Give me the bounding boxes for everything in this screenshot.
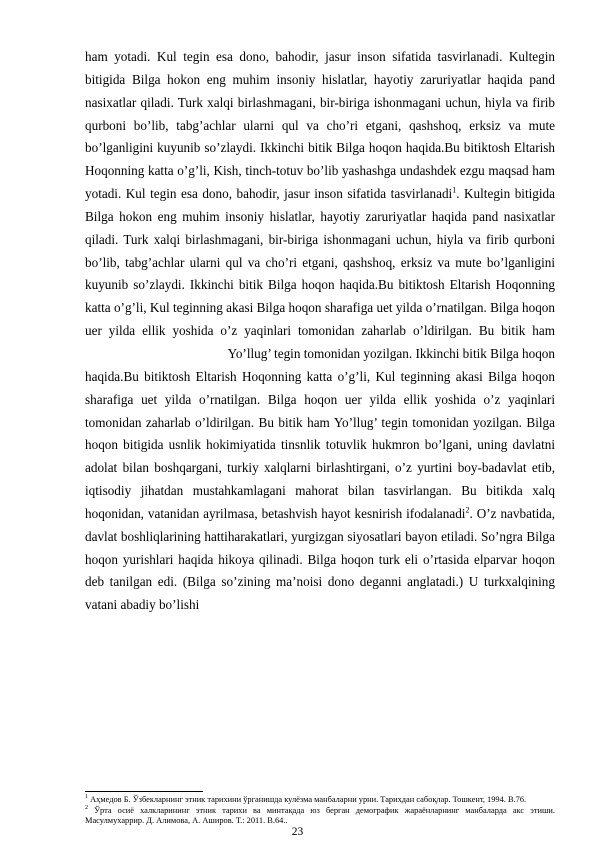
paragraph	[85, 46, 555, 366]
paragraph-text: haqida.Bu bitiktosh Eltarish Hoqonning katta o’g’li, Kul teginning akasi Bilga hoqon sharafiga uet yilda o’rnatilgan. Bilga hoqon uer yilda ellik yoshida o’z yaqinlari tomonidan zaharlab o’ldirilgan. Bu bitik ham Yo’llug’ tegin tomonidan yozilgan. Bilga hoqon bitigida usnlik hokimiyatida tinsnlik totuvlik hukmron bo’lgani, uning davlatni adolat bilan boshqargani, turkiy xalqlarni birlashtirgani, o’z yurtini boy-badavlat etib, iqtisodiy jihatdan mustahkamlagani mahorat bilan tasvirlangan. Bu bitikda xalq hoqonidan, vatanidan ayrilmasa, betashvish hayot kesnirish ifodalanadi	[85, 368, 555, 521]
paragraph-text: Ikkinchi bitik Bilga hoqon	[415, 345, 555, 361]
footnote-mark: 1	[85, 794, 88, 801]
footnote-ref: 2	[465, 505, 470, 515]
page-number: 23	[291, 826, 304, 838]
footnote-ref: 1	[452, 185, 457, 195]
footnotes	[85, 795, 555, 827]
footnote-text: Ўрта осиё халкларининг этник тарихи ва минтақада юз берган демографик жараёнларнинг манбаларда акс этиши. Масулмухаррир. Д. Алимова, А. Аширов. Т.: 2011. В.64..	[85, 805, 555, 826]
paragraph-text: . Kultegin bitigida Bilga hokon eng muhim insoniy hislatlar, hayotiy zaruriyatlar haqida pand nasixatlar qiladi. Turk xalqi birlashmagani, bir-biriga ishonmagani uchun, hiyla va firib qurboni bo’lib, tabg’achlar ularni qul va cho’ri etgani, qashshoq, erksiz va mute bo’lganligini kuyunib so’zlaydi. Ikkinchi bitik Bilga hoqon haqida.Bu bitiktosh Eltarish Hoqonning katta o’g’li, Kul teginning akasi Bilga hoqon sharafiga uet yilda o’rnatilgan. Bilga hoqon uer yilda ellik yoshida o’z yaqinlari tomonidan zaharlab o’ldirilgan. Bu bitik ham Yo’llug’ tegin tomonidan yozilgan.	[85, 186, 555, 361]
paragraph-text: . O’z navbatida, davlat boshliqlarining hattiharakatlari, yurgizgan siyosatlari bayon etiladi. So’ngra Bilga hoqon yurishlari haqida hikoya qilinadi. Bilga hoqon turk eli o’rtasida elparvar hoqon deb tanilgan edi. (Bilga so’zining ma’noisi dono deganni anglatadi.) U turkxalqining vatani abadiy bo’lishi	[85, 505, 556, 613]
footnote	[85, 806, 555, 827]
paragraph-text: ham yotadi. Kul tegin esa dono, bahodir, jasur inson sifatida tasvirlanadi. Kultegin bitigida Bilga hokon eng muhim insoniy hislatlar, hayotiy zaruriyatlar haqida pand nasixatlar qiladi. Turk xalqi birlashmagani, bir-biriga ishonmagani uchun, hiyla va firib qurboni bo’lib, tabg’achlar ularni qul va cho’ri etgani, qashshoq, erksiz va mute bo’lganligini kuyunib so’zlaydi. Ikkinchi bitik Bilga hoqon haqida.Bu bitiktosh Eltarish Hoqonning katta o’g’li, Kish, tinch-totuv bo’lib yashashga undashdek ezgu maqsad ham yotadi. Kul tegin esa dono, bahodir, jasur inson sifatida tasvirlanadi	[85, 49, 555, 202]
main-text	[85, 46, 555, 617]
footnote-mark: 2	[85, 804, 88, 811]
footnote	[85, 795, 555, 806]
paragraph	[85, 366, 555, 617]
footnote-text: Аҳмедов Б. Ўзбекларнинг этник тарихини ўрганишда кулёзма манбаларни урни. Тарихдан сабоқлар. Тошкент, 1994. В.76.	[88, 795, 527, 804]
footnote-divider	[85, 791, 203, 792]
